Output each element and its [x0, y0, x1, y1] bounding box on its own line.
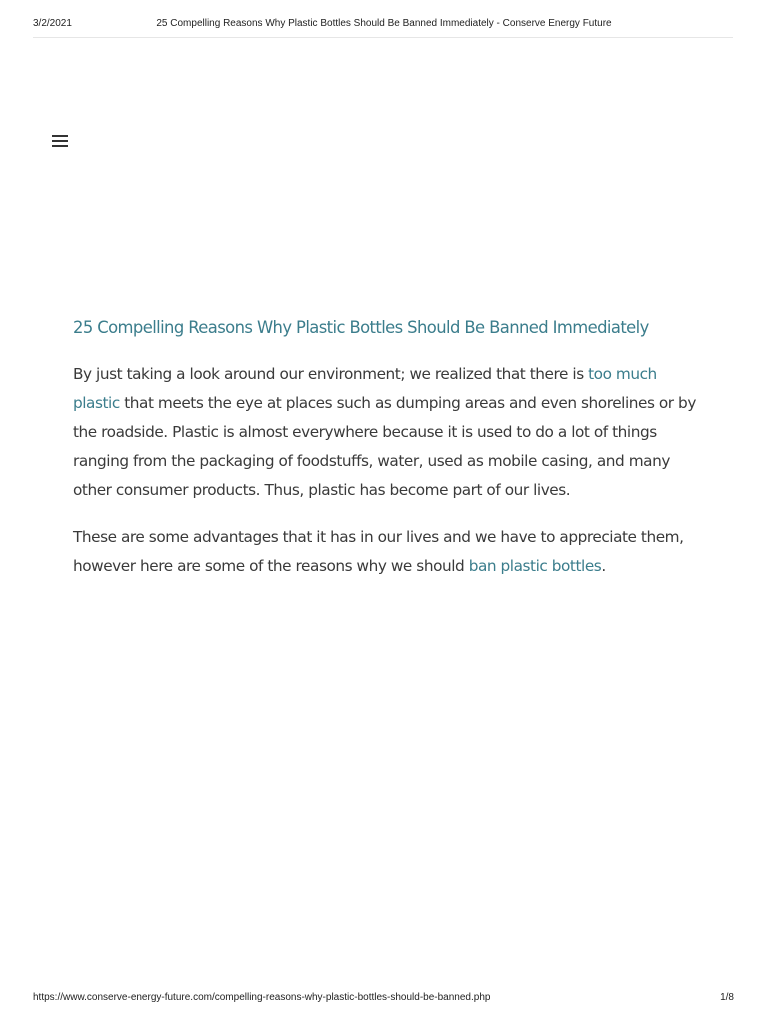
- article-paragraph-2: [73, 523, 698, 581]
- print-header: [0, 0, 768, 40]
- print-date: 3/2/2021: [33, 18, 72, 29]
- article-content: [73, 314, 698, 599]
- too-much-plastic-link[interactable]: too much plastic: [73, 365, 657, 412]
- paragraph-1-text-end: that meets the eye at places such as dumping areas and even shorelines or by the roadside. Plastic is almost everywhere because it is used to do a lot of things ranging from the packaging of foodstuffs, water, used as mobile casing, and many other consumer products. Thus, plastic has become part of our lives.: [73, 394, 696, 499]
- paragraph-1-text-start: By just taking a look around our environment; we realized that there is: [73, 365, 589, 383]
- ban-plastic-bottles-link[interactable]: ban plastic bottles: [468, 557, 602, 575]
- print-page-title: 25 Compelling Reasons Why Plastic Bottles Should Be Banned Immediately - Conserve Energy Future: [156, 18, 612, 29]
- paragraph-2-text-start: These are some advantages that it has in our lives and we have to appreciate them, however here are some of the reasons why we should: [73, 528, 684, 575]
- print-footer-url: https://www.conserve-energy-future.com/compelling-reasons-why-plastic-bottles-should-be-banned.php: [33, 992, 491, 1003]
- hamburger-menu-icon[interactable]: [52, 135, 68, 149]
- article-title: 25 Compelling Reasons Why Plastic Bottles Should Be Banned Immediately: [73, 318, 649, 337]
- paragraph-2-text-end: .: [601, 557, 606, 575]
- article-paragraph-1: [73, 360, 698, 505]
- header-divider: [33, 37, 733, 38]
- print-page-number: 1/8: [720, 992, 734, 1003]
